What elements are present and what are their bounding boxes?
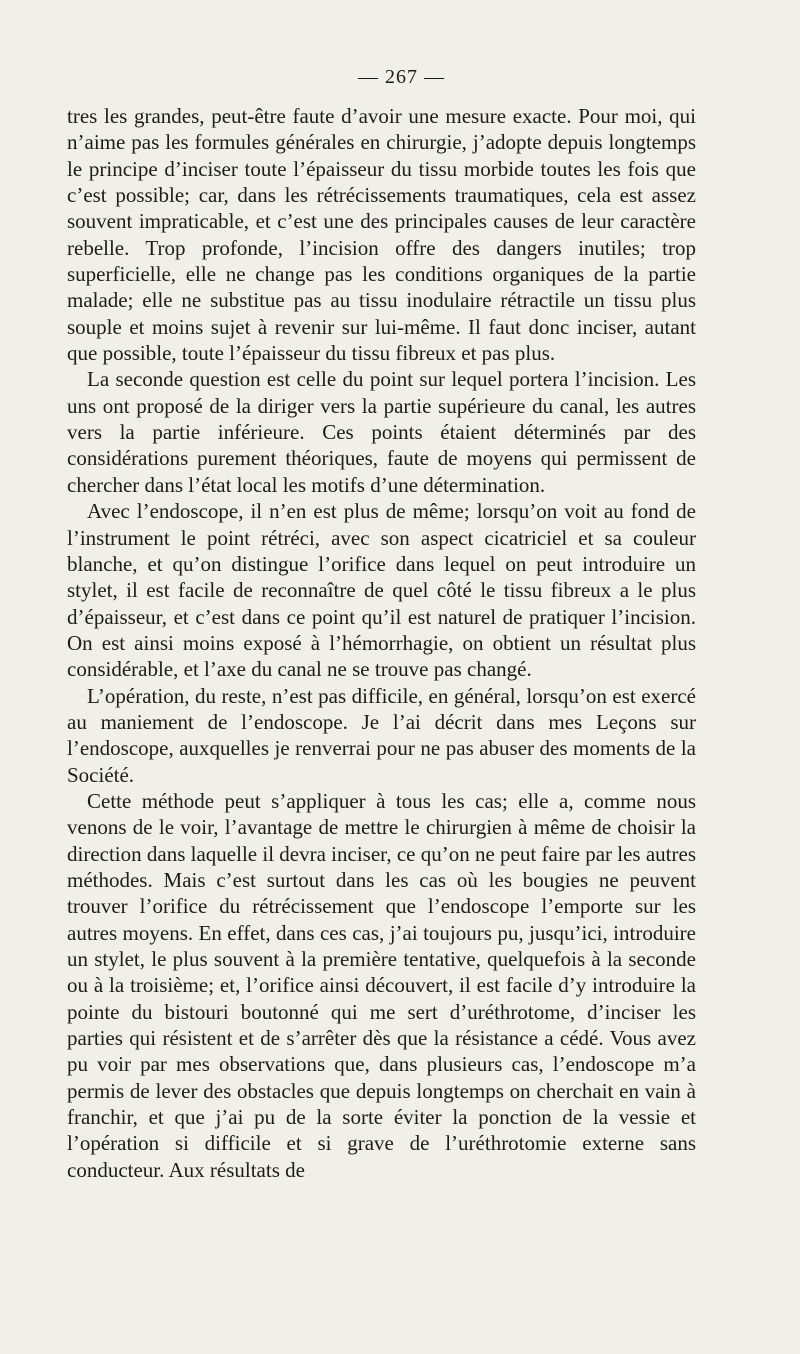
paragraph-1: tres les grandes, peut-être faute d’avoir une mesure exacte. Pour moi, qui n’aime pas les formules générales en chirurgie, j’adopte depuis longtemps le principe d’inciser toute l’épaisseur du tissu morbide toutes les fois que c’est possible; car, dans les rétrécissements traumatiques, cela est assez souvent impraticable, et c’est une des principales causes de leur caractère rebelle. Trop profonde, l’incision offre des dangers inutiles; trop superficielle, elle ne change pas les conditions organiques de la partie malade; elle ne substitue pas au tissu inodulaire rétractile un tissu plus souple et moins sujet à revenir sur lui-même. Il faut donc inciser, autant que possible, toute l’épaisseur du tissu fibreux et pas plus. <box>67 104 696 366</box>
paragraph-4: L’opération, du reste, n’est pas difficile, en général, lorsqu’on est exercé au maniement de l’endoscope. Je l’ai décrit dans mes Leçons sur l’endoscope, auxquelles je renverrai pour ne pas abuser des moments de la Société. <box>67 683 696 787</box>
paragraph-5: Cette méthode peut s’appliquer à tous les cas; elle a, comme nous venons de le voir, l’avantage de mettre le chirurgien à même de choisir la direction dans laquelle il devra inciser, ce qu’on ne peut faire par les autres méthodes. Mais c’est surtout dans les cas où les bougies ne peuvent trouver l’orifice du rétrécissement que l’endoscope l’emporte sur les autres moyens. En effet, dans ces cas, j’ai toujours pu, jusqu’ici, introduire un stylet, le plus souvent à la première tentative, quelquefois à la seconde ou à la troisième; et, l’orifice ainsi découvert, il est facile d’y introduire la pointe du bistouri boutonné qui me sert d’uréthrotome, d’inciser les parties qui résistent et de s’arrêter dès que la résistance a cédé. Vous avez pu voir par mes observations que, dans plusieurs cas, l’endoscope m’a permis de lever des obstacles que depuis longtemps on cherchait en vain à franchir, et que j’ai pu de la sorte éviter la ponction de la vessie et l’opération si difficile et si grave de l’uréthrotomie externe sans conducteur. Aux résultats de <box>67 788 696 1182</box>
paragraph-3: Avec l’endoscope, il n’en est plus de même; lorsqu’on voit au fond de l’instrument le point rétréci, avec son aspect cicatriciel et sa couleur blanche, et qu’on distingue l’orifice dans lequel on peut introduire un stylet, il est facile de reconnaître de quel côté le tissu fibreux a le plus d’épaisseur, et c’est dans ce point qu’il est naturel de pratiquer l’incision. On est ainsi moins exposé à l’hémorrhagie, on obtient un résultat plus considérable, et l’axe du canal ne se trouve pas changé. <box>67 499 696 682</box>
body-text <box>67 103 696 1183</box>
page-number: — 267 — <box>358 66 445 88</box>
paragraph-2: La seconde question est celle du point sur lequel portera l’incision. Les uns ont proposé de la diriger vers la partie supérieure du canal, les autres vers la partie inférieure. Ces points étaient déterminés par des considérations purement théoriques, faute de moyens qui permissent de chercher dans l’état local les motifs d’une détermination. <box>67 367 696 497</box>
